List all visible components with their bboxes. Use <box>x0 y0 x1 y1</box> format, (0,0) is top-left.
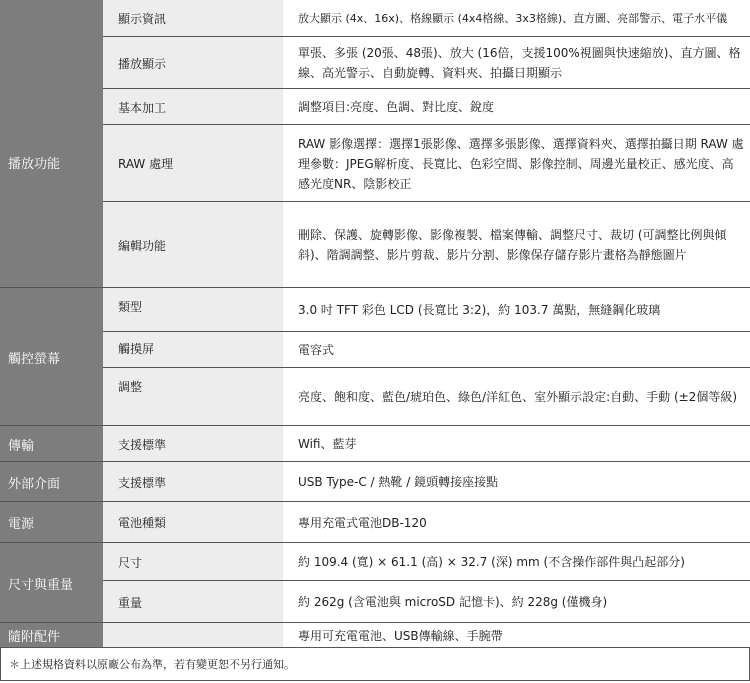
spec-value: 約 262g (含電池與 microSD 記憶卡)、約 228g (僅機身) <box>298 595 608 609</box>
spec-item: 電池種類 <box>103 502 283 543</box>
row-divider <box>0 461 750 462</box>
spec-value: 專用可充電電池、USB傳輸線、手腕帶 <box>298 628 503 643</box>
row-divider <box>103 201 750 202</box>
category-cell-touchscreen <box>0 288 103 426</box>
category-label: 觸控螢幕 <box>8 351 61 367</box>
row-divider <box>0 501 750 502</box>
category-label: 隨附配件 <box>8 630 61 645</box>
row-divider <box>0 622 750 623</box>
category-cell-transfer <box>0 426 103 462</box>
spec-value: 約 109.4 (寬) × 61.1 (高) × 32.7 (深) mm (不含操作部件與凸起部分) <box>298 555 685 569</box>
category-cell-interface <box>0 462 103 502</box>
row-divider <box>103 88 750 89</box>
spec-item: 編輯功能 <box>103 202 283 288</box>
spec-value: 亮度、飽和度、藍色/琥珀色、綠色/洋紅色、室外顯示設定:自動、手動 (±2個等級) <box>298 390 737 404</box>
category-label: 播放功能 <box>8 157 61 172</box>
spec-value: 單張、多張 (20張、48張)、放大 (16倍，支援100%視圖與快速縮放)、直方圖、格線、高光警示、自動旋轉、資料夾、拍攝日期顯示 <box>298 46 741 80</box>
spec-value: 3.0 吋 TFT 彩色 LCD (長寬比 3:2)，約 103.7 萬點，無縫鋼化玻璃 <box>298 303 661 317</box>
spec-value: 放大顯示 (4x、16x)、格線顯示 (4x4格線、3x3格線)、直方圖、亮部警示、電子水平儀 <box>298 11 728 25</box>
spec-value: USB Type-C / 熱靴 / 鏡頭轉接座接點 <box>298 475 499 489</box>
category-cell-accessories <box>0 623 103 648</box>
row-divider <box>103 580 750 581</box>
category-label: 外部介面 <box>8 476 61 492</box>
spec-item: 支援標準 <box>103 426 283 462</box>
spec-item: RAW 處理 <box>103 125 283 202</box>
category-label: 尺寸與重量 <box>8 577 74 593</box>
spec-value: Wifi、藍芽 <box>298 437 357 451</box>
row-divider <box>103 36 750 37</box>
spec-item: 基本加工 <box>103 89 283 125</box>
footnote <box>0 648 750 681</box>
category-cell-power <box>0 502 103 543</box>
row-divider <box>103 367 750 368</box>
spec-item: 播放顯示 <box>103 37 283 89</box>
spec-value: 專用充電式電池DB-120 <box>298 515 427 530</box>
spec-value: 刪除、保護、旋轉影像、影像複製、檔案傳輸、調整尺寸、裁切 (可調整比例與傾斜)、階調調整、影片剪裁、影片分割、影像保存儲存影片畫格為靜態圖片 <box>298 228 727 262</box>
category-cell-size-weight <box>0 543 103 623</box>
spec-item <box>103 623 283 648</box>
row-divider <box>103 331 750 332</box>
spec-item: 觸摸屏 <box>103 332 283 368</box>
spec-item: 支援標準 <box>103 462 283 502</box>
spec-item: 調整 <box>103 368 283 426</box>
row-divider <box>0 542 750 543</box>
category-cell-top <box>0 0 103 37</box>
category-label: 電源 <box>8 517 35 532</box>
spec-value: 調整項目:亮度、色調、對比度、銳度 <box>298 100 495 114</box>
spec-item: 類型 <box>103 288 283 332</box>
row-divider <box>0 287 750 288</box>
spec-item: 重量 <box>103 581 283 623</box>
row-divider <box>0 425 750 426</box>
category-label: 傳輸 <box>8 438 35 454</box>
spec-item: 尺寸 <box>103 543 283 581</box>
spec-value: RAW 影像選擇：選擇1張影像、選擇多張影像、選擇資料夾、選擇拍攝日期 RAW 處理參數：JPEG解析度、長寬比、色彩空間、影像控制、周邊光量校正、感光度、高感光度NR、陰影校正 <box>298 136 744 191</box>
spec-value: 電容式 <box>298 343 335 357</box>
spec-item: 顯示資訊 <box>103 0 283 37</box>
category-cell-playback <box>0 37 103 288</box>
row-divider <box>103 124 750 125</box>
footnote-text: ＊上述規格資料以原廠公布為準，若有變更恕不另行通知。 <box>9 658 295 671</box>
